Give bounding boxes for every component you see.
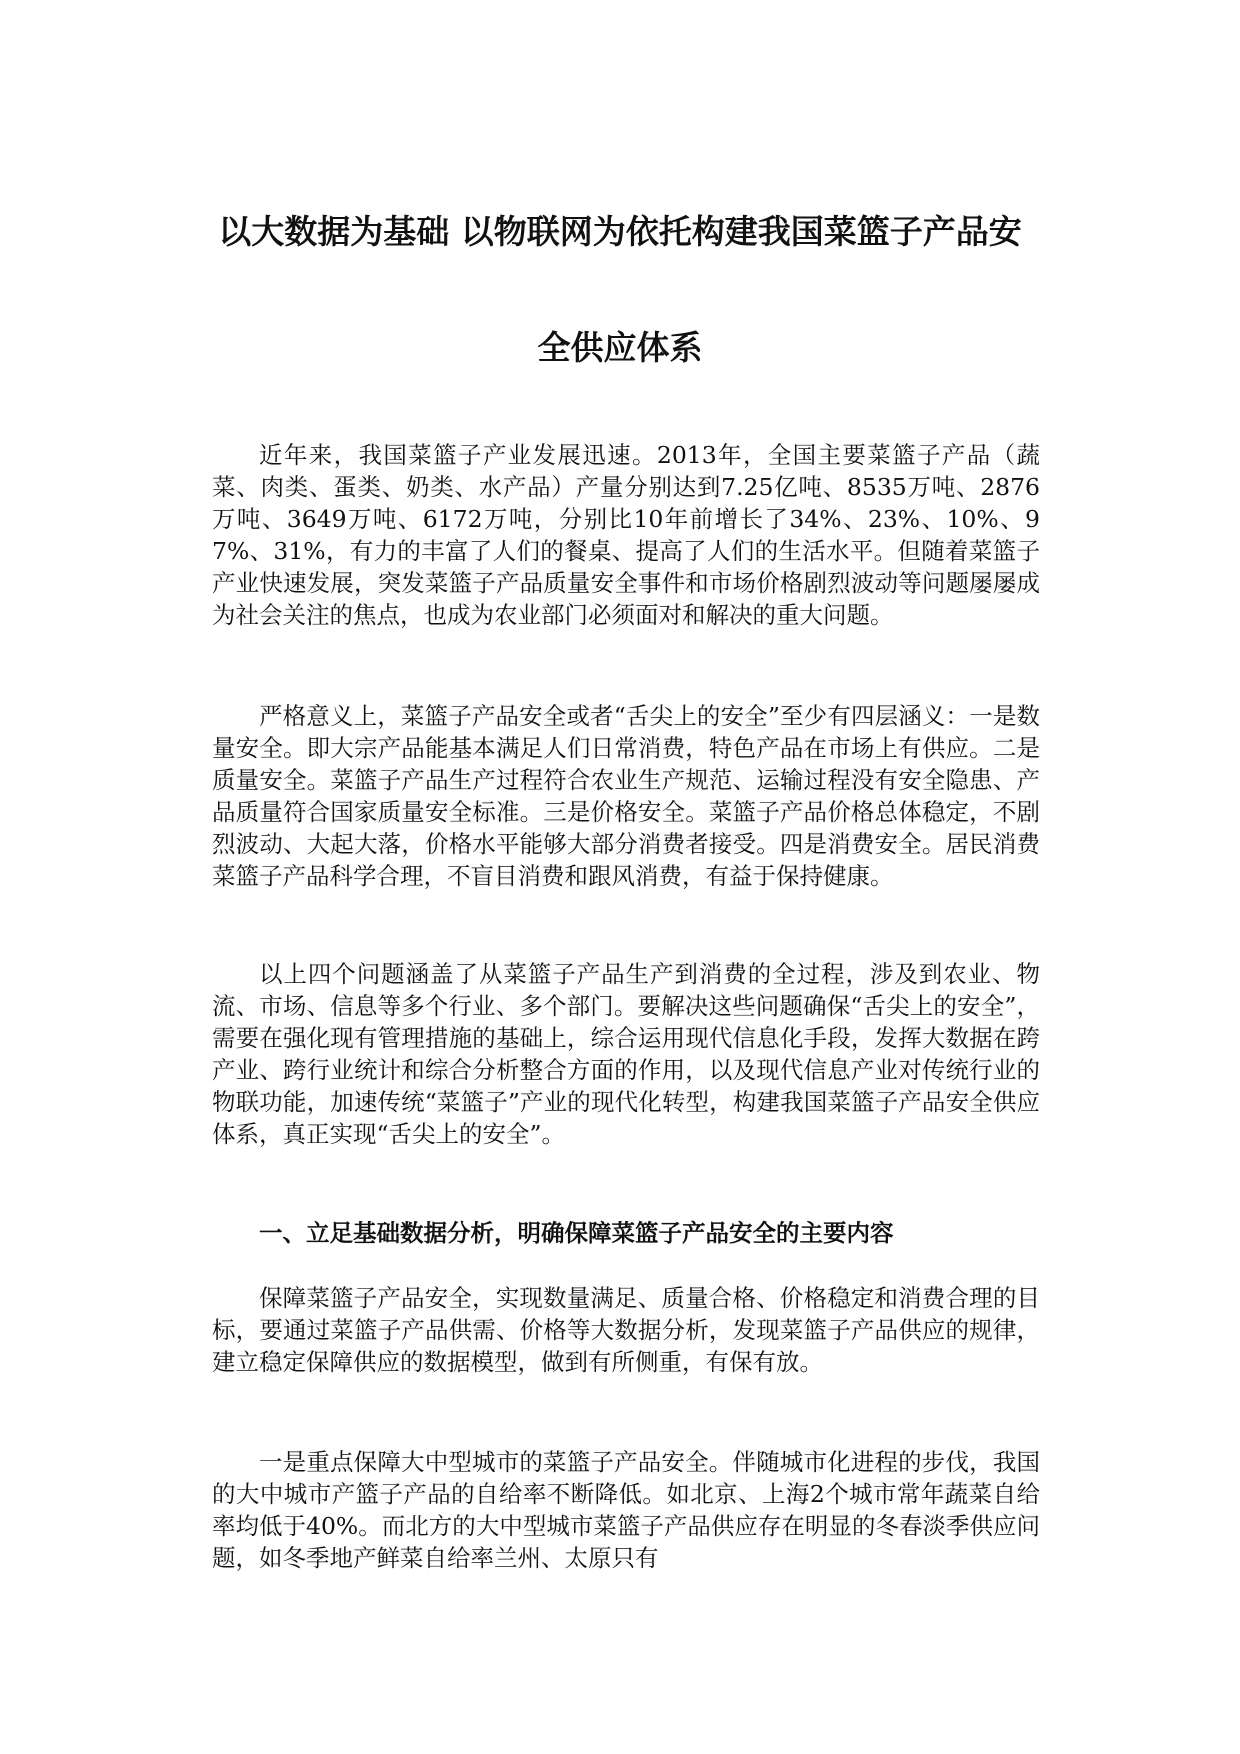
paragraph-four-meanings: 严格意义上，菜篮子产品安全或者“舌尖上的安全”至少有四层涵义：一是数量安全。即大宗产品能基本满足人们日常消费，特色产品在市场上有供应。二是质量安全。菜篮子产品生产过程符合农业生产规范、运输过程没有安全隐患、产品质量符合国家质量安全标准。三是价格安全。菜篮子产品价格总体稳定，不剧烈波动、大起大落，价格水平能够大部分消费者接受。四是消费安全。居民消费菜篮子产品科学合理，不盲目消费和跟风消费，有益于保持健康。 bbox=[212, 702, 1040, 890]
section-heading-1: 一、立足基础数据分析，明确保障菜篮子产品安全的主要内容 bbox=[259, 1219, 894, 1247]
document-title-line-1: 以大数据为基础 以物联网为依托构建我国菜篮子产品安 bbox=[218, 212, 1022, 251]
paragraph-intro: 近年来，我国菜篮子产业发展迅速。2013年，全国主要菜篮子产品（蔬菜、肉类、蛋类、奶类、水产品）产量分别达到7.25亿吨、8535万吨、2876万吨、3649万吨、6172万吨，分别比10年前增长了34%、23%、10%、97%、31%，有力的丰富了人们的餐桌、提高了人们的生活水平。但随着菜篮子产业快速发展，突发菜篮子产品质量安全事件和市场价格剧烈波动等问题屡屡成为社会关注的焦点，也成为农业部门必须面对和解决的重大问题。 bbox=[212, 441, 1040, 629]
paragraph-solution: 以上四个问题涵盖了从菜篮子产品生产到消费的全过程，涉及到农业、物流、市场、信息等多个行业、多个部门。要解决这些问题确保“舌尖上的安全”，需要在强化现有管理措施的基础上，综合运用现代信息化手段，发挥大数据在跨产业、跨行业统计和综合分析整合方面的作用，以及现代信息产业对传统行业的物联功能，加速传统“菜篮子”产业的现代化转型，构建我国菜篮子产品安全供应体系，真正实现“舌尖上的安全”。 bbox=[212, 960, 1040, 1148]
paragraph-city-supply: 一是重点保障大中型城市的菜篮子产品安全。伴随城市化进程的步伐，我国的大中城市产篮子产品的自给率不断降低。如北京、上海2个城市常年蔬菜自给率均低于40%。而北方的大中型城市菜篮子产品供应存在明显的冬春淡季供应问题，如冬季地产鲜菜自给率兰州、太原只有 bbox=[212, 1448, 1040, 1572]
document-title-line-2: 全供应体系 bbox=[537, 328, 703, 367]
paragraph-section-intro: 保障菜篮子产品安全，实现数量满足、质量合格、价格稳定和消费合理的目标，要通过菜篮子产品供需、价格等大数据分析，发现菜篮子产品供应的规律，建立稳定保障供应的数据模型，做到有所侧重，有保有放。 bbox=[212, 1284, 1040, 1376]
